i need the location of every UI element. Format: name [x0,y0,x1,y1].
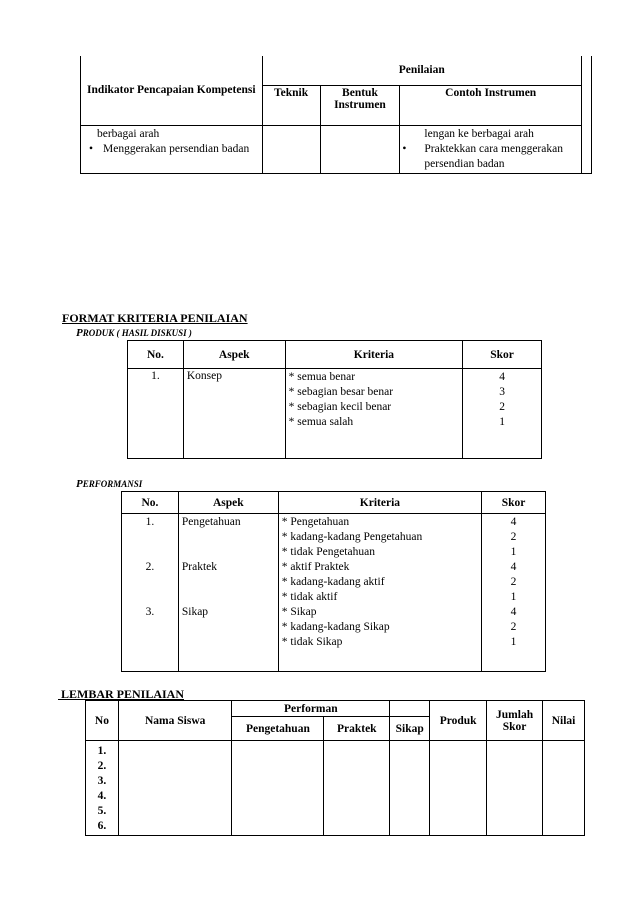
lembar-praktek-cell [324,741,390,836]
produk-label: PRODUK ( HASIL DISKUSI ) [76,327,192,339]
perf-header-aspek: Aspek [178,492,278,514]
produk-header-kriteria: Kriteria [285,341,463,369]
produk-table [127,340,542,459]
perf-header-skor: Skor [482,492,546,514]
perf-kriteria: * Pengetahuan * kadang-kadang Pengetahuan * tidak Pengetahuan * aktif Praktek * kadang-kadang aktif * tidak aktif * Sikap * kadang-kadang Sikap * tidak Sikap [278,514,481,672]
lembar-header-no: No [86,701,119,741]
lembar-numbers [86,741,119,836]
header-penilaian: Penilaian [262,56,581,85]
indikator-line: berbagai arah [97,127,160,140]
indikator-cell [81,125,263,173]
contoh-bullet: • Praktekkan cara menggerakan persendian badan [402,142,578,172]
perf-skor: 4 2 1 4 2 1 4 2 1 [482,514,546,672]
produk-header-aspek: Aspek [183,341,285,369]
performansi-table [121,491,546,672]
list-item: 1. [97,745,107,757]
contoh-line: lengan ke berbagai arah [424,127,534,140]
teknik-cell [262,125,320,173]
list-item: 5. [97,805,107,817]
list-item: 3. [97,775,107,787]
lembar-produk-cell [430,741,487,836]
header-bentuk: Bentuk Instrumen [320,85,400,125]
header-contoh: Contoh Instrumen [400,85,582,125]
lembar-header-produk: Produk [430,701,487,741]
lembar-title: LEMBAR PENILAIAN [58,687,185,701]
list-item: 6. [97,820,107,832]
produk-kriteria: * semua benar * sebagian besar benar * sebagian kecil benar * semua salah [285,369,463,459]
produk-header-no: No. [128,341,184,369]
performansi-label: PERFORMANSI [76,478,143,490]
penilaian-table [80,56,592,174]
produk-aspek: Konsep [183,369,285,459]
lembar-nilai-cell [543,741,585,836]
lembar-header-performan: Performan [232,701,390,717]
lembar-header-empty [390,701,430,717]
produk-skor: 4 3 2 1 [463,369,542,459]
list-item: 2. [97,760,107,772]
lembar-header-pengetahuan: Pengetahuan [232,717,324,741]
perf-header-kriteria: Kriteria [278,492,481,514]
list-item: 4. [97,790,107,802]
lembar-header-jumlah: Jumlah Skor [487,701,543,741]
perf-header-no: No. [122,492,179,514]
produk-header-skor: Skor [463,341,542,369]
lembar-header-nilai: Nilai [543,701,585,741]
header-indikator: Indikator Pencapaian Kompetensi [81,56,263,125]
lembar-jumlah-cell [487,741,543,836]
lembar-nama-cell [118,741,232,836]
contoh-cell [400,125,582,173]
lembar-header-nama: Nama Siswa [118,701,232,741]
perf-aspek: Pengetahuan Praktek Sikap [178,514,278,672]
lembar-header-praktek: Praktek [324,717,390,741]
produk-no: 1. [128,369,184,459]
perf-no: 1. 2. 3. [122,514,179,672]
lembar-sikap-cell [390,741,430,836]
bentuk-cell [320,125,400,173]
format-title: FORMAT KRITERIA PENILAIAN [62,311,248,325]
right-border-cell [581,56,591,173]
lembar-header-sikap: Sikap [390,717,430,741]
header-teknik: Teknik [262,85,320,125]
lembar-table [85,700,585,836]
indikator-bullet: • Menggerakan persendian badan [89,142,259,157]
lembar-pengetahuan-cell [232,741,324,836]
